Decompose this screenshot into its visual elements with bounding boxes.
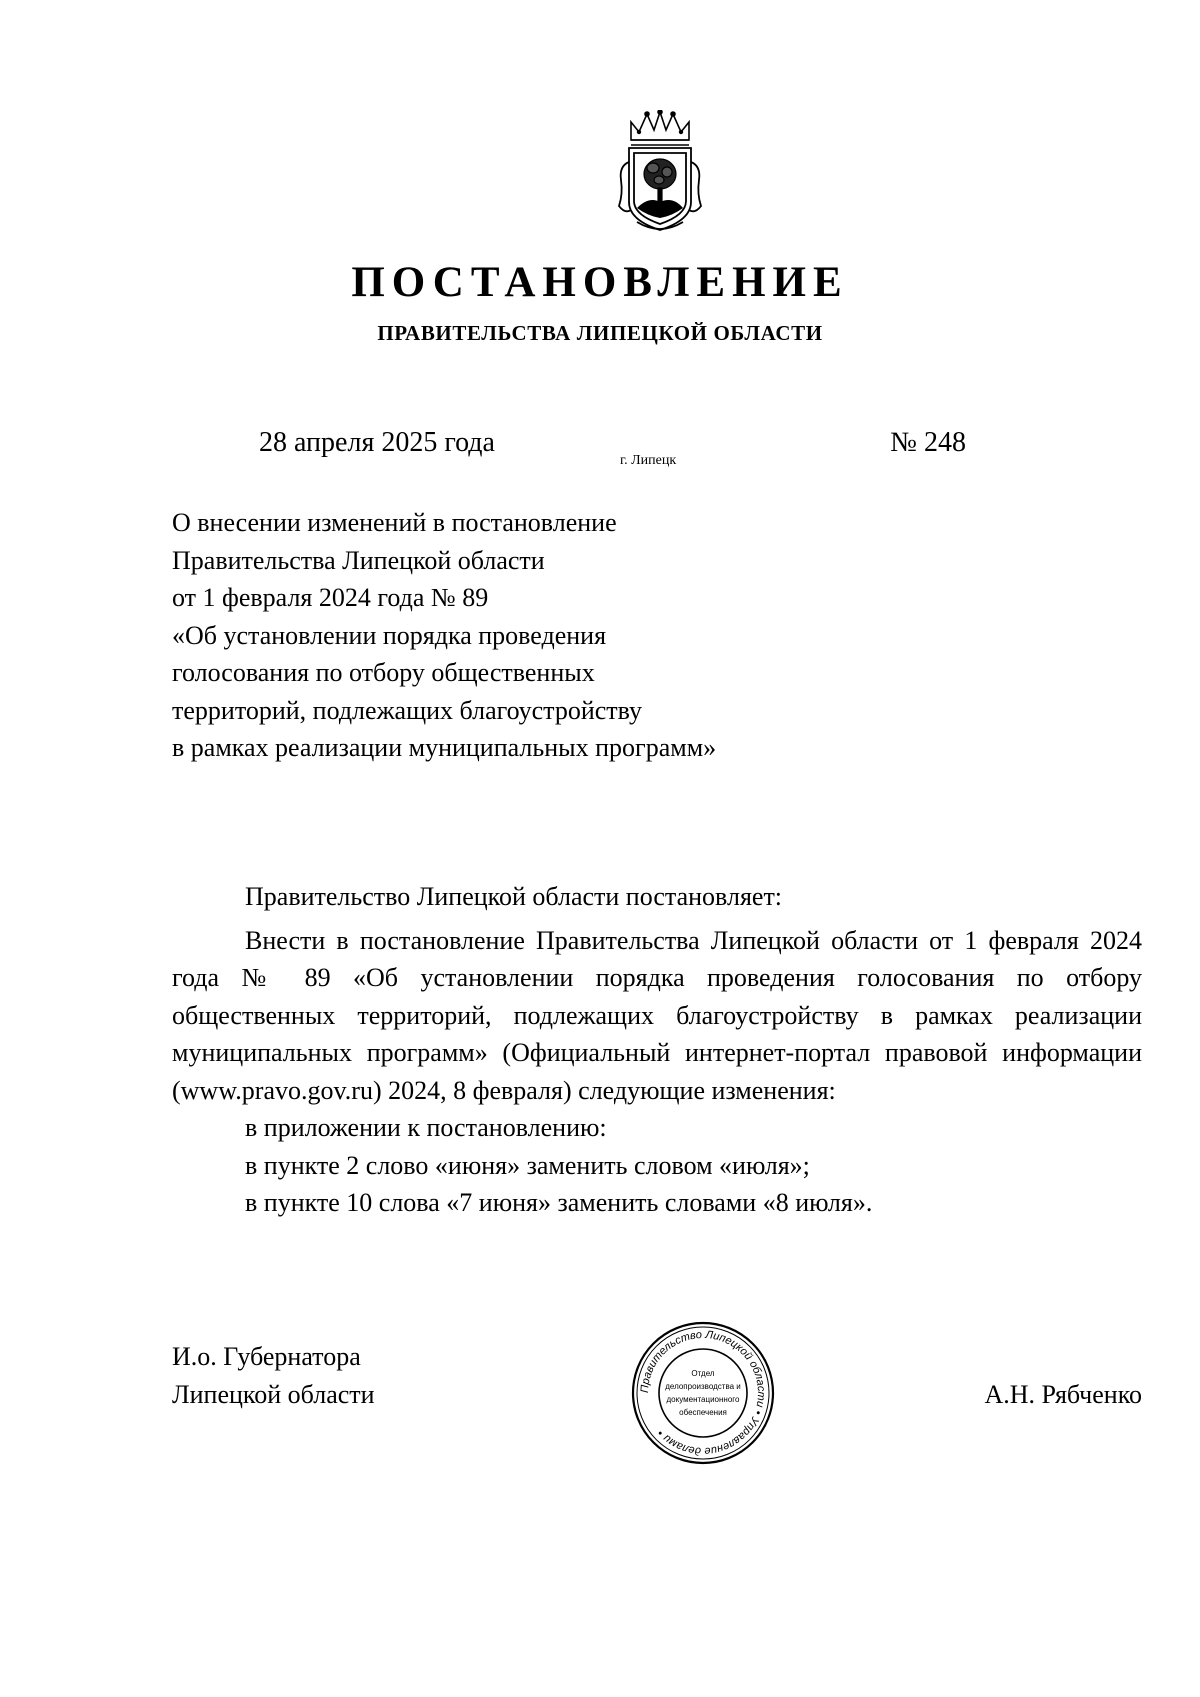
signatory-name: А.Н. Рябченко	[984, 1380, 1142, 1409]
heading-line: от 1 февраля 2024 года № 89	[172, 583, 489, 612]
document-date: 28 апреля 2025 года	[259, 427, 495, 458]
official-seal-stamp	[630, 1320, 776, 1466]
body-item: в приложении к постановлению:	[245, 1113, 607, 1142]
heading-line: О внесении изменений в постановление	[172, 508, 617, 537]
heading-line: «Об установлении порядка проведения	[172, 620, 607, 650]
signatory-position	[172, 1338, 375, 1414]
document-body	[172, 878, 1142, 1222]
stamp-inner-line: обеспечения	[679, 1408, 727, 1417]
document-subtitle: ПРАВИТЕЛЬСТВА ЛИПЕЦКОЙ ОБЛАСТИ	[377, 321, 823, 345]
heading-line: территорий, подлежащих благоустройству	[172, 695, 643, 725]
body-intro: Правительство Липецкой области постановляет:	[245, 882, 783, 911]
document-number: № 248	[890, 427, 966, 458]
body-main-paragraph: Внести в постановление Правительства Липецкой области от 1 февраля 2024 года № 89 «Об установлении порядка проведения голосования по отбору общественных территорий, подлежащих благоустройству в рамках реализации муниципальных программ» (Официальный интернет-портал правовой информации (www.pravo.gov.ru) 2024, 8 февраля) следующие изменения:	[172, 925, 1142, 1105]
document-heading	[172, 504, 792, 767]
signatory-position-line: Липецкой области	[172, 1380, 375, 1409]
coat-of-arms-emblem	[617, 110, 703, 234]
signatory-position-line: И.о. Губернатора	[172, 1342, 361, 1371]
stamp-inner-line: делопроизводства и	[665, 1382, 741, 1391]
heading-line: голосования по отбору общественных	[172, 658, 595, 687]
stamp-inner-line: документационного	[666, 1395, 740, 1404]
body-item: в пункте 2 слово «июня» заменить словом «июля»;	[245, 1150, 810, 1180]
body-item: в пункте 10 слова «7 июня» заменить словами «8 июля».	[245, 1188, 873, 1217]
heading-line: Правительства Липецкой области	[172, 545, 545, 575]
document-city: г. Липецк	[620, 453, 677, 468]
heading-line: в рамках реализации муниципальных программ»	[172, 733, 717, 762]
stamp-inner-line: Отдел	[691, 1369, 715, 1378]
svg-text:Правительство Липецкой области	[639, 1329, 767, 1457]
stamp-outer-text: Правительство Липецкой области • Управление делами •	[638, 1328, 768, 1458]
document-title: ПОСТАНОВЛЕНИЕ	[351, 259, 849, 306]
